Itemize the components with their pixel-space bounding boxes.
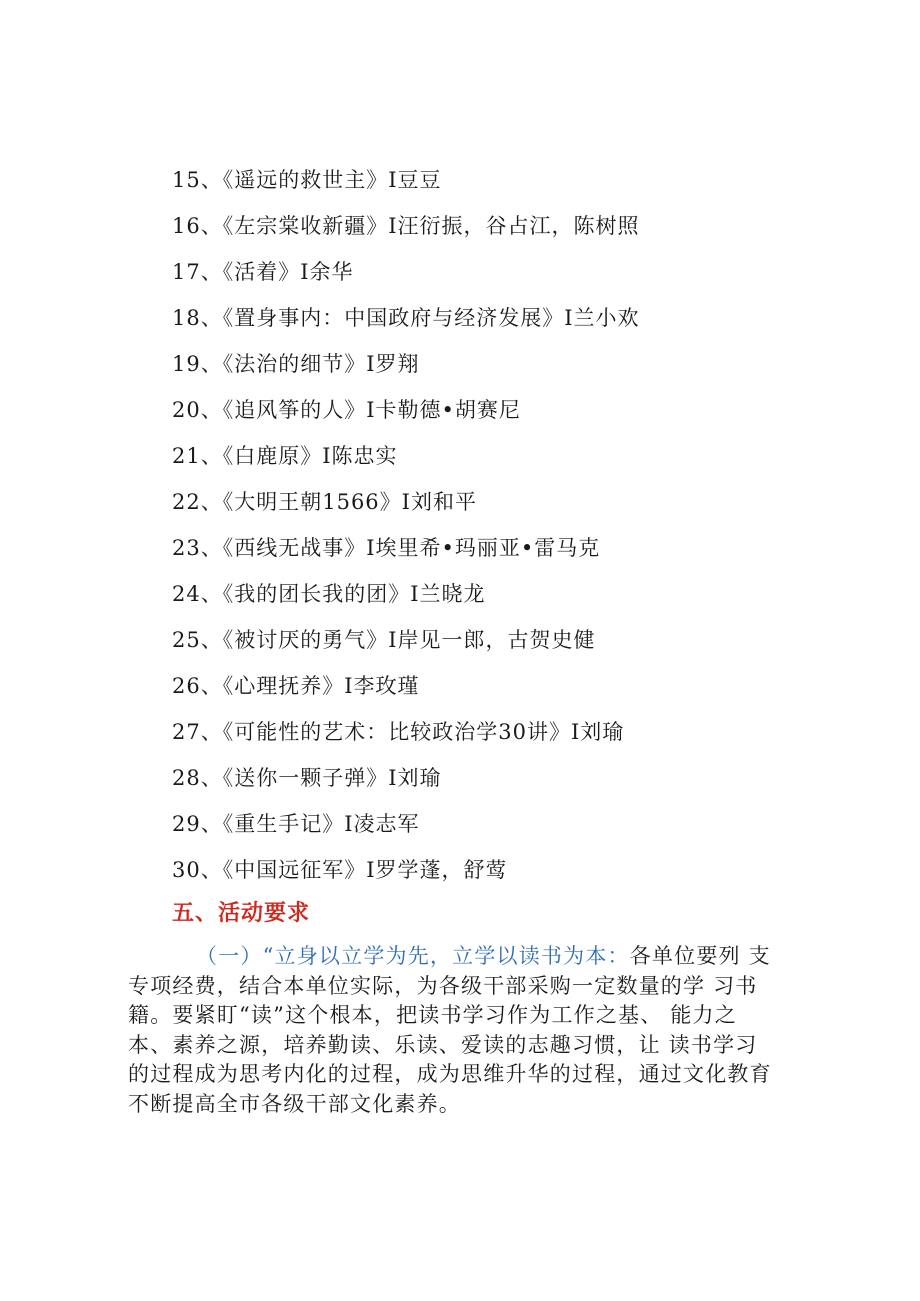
list-item: 20、《追风筝的人》I卡勒德•胡赛尼 <box>172 398 521 422</box>
paragraph-line: 籍。要紧盯“读”这个根本，把读书学习作为工作之基、 能力之 <box>128 1003 737 1027</box>
list-item: 29、《重生手记》I凌志军 <box>172 812 420 836</box>
paragraph-line: 的过程成为思考内化的过程，成为思维升华的过程，通过文化教育 <box>128 1062 772 1086</box>
list-item: 28、《送你一颗子弹》I刘瑜 <box>172 766 442 790</box>
paragraph-line: 不断提高全市各级干部文化素养。 <box>128 1091 461 1116</box>
list-item: 16、《左宗棠收新疆》I汪衍振，谷占江，陈树照 <box>172 214 640 238</box>
paragraph-line: 本、素养之源，培养勤读、乐读、爱读的志趣习惯，让 读书学习 <box>128 1032 758 1057</box>
list-item: 25、《被讨厌的勇气》I岸见一郎，古贺史健 <box>172 628 596 652</box>
list-item: 22、《大明王朝1566》I刘和平 <box>172 490 477 514</box>
paragraph-lead: （一）“立身以立学为先，立学以读书为本： <box>196 944 630 968</box>
paragraph-line-text: 各单位要列 支 <box>629 944 771 968</box>
list-item: 24、《我的团长我的团》I兰晓龙 <box>172 582 486 606</box>
list-item: 18、《置身事内：中国政府与经济发展》I兰小欢 <box>172 306 640 330</box>
book-list <box>172 160 640 896</box>
list-item: 15、《遥远的救世主》I豆豆 <box>172 168 442 192</box>
list-item: 26、《心理抚养》I李玫瑾 <box>172 674 420 698</box>
list-item: 19、《法治的细节》I罗翔 <box>172 352 420 376</box>
list-item: 21、《白鹿原》I陈忠实 <box>172 444 398 468</box>
list-item: 17、《活着》I余华 <box>172 260 354 284</box>
paragraph-line: 专项经费，结合本单位实际，为各级干部采购一定数量的学 习书 <box>128 973 758 998</box>
list-item: 23、《西线无战事》I埃里希•玛丽亚•雷马克 <box>172 536 601 560</box>
section-heading: 五、活动要求 <box>172 901 311 926</box>
body-paragraph <box>128 942 804 1119</box>
paragraph-line <box>128 942 804 972</box>
list-item: 30、《中国远征军》I罗学蓬，舒莺 <box>172 858 508 882</box>
list-item: 27、《可能性的艺术：比较政治学30讲》I刘瑜 <box>172 720 625 744</box>
